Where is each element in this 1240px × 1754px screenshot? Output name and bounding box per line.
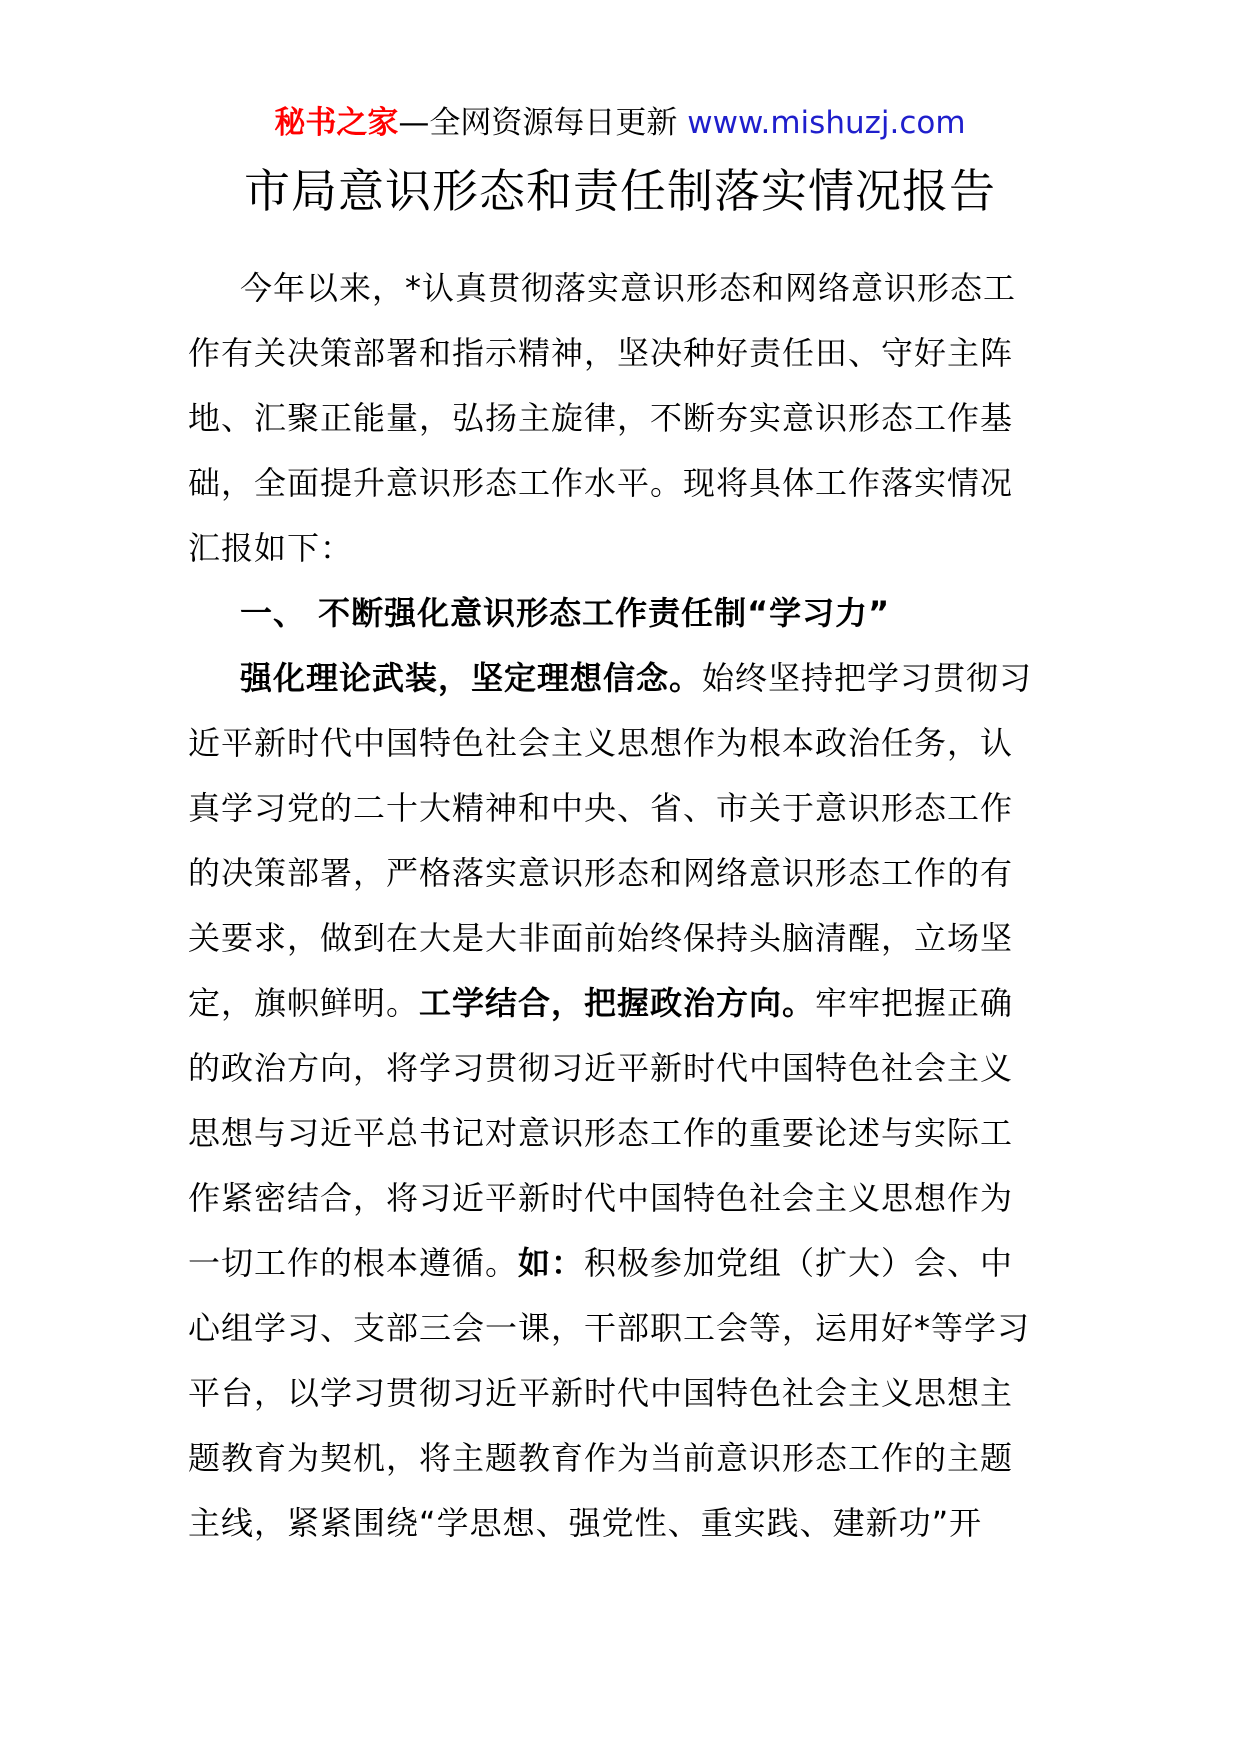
section-heading-1: 一、 不断强化意识形态工作责任制“学习力” bbox=[240, 594, 891, 632]
paragraph-line: 近平新时代中国特色社会主义思想作为根本政治任务，认 bbox=[188, 724, 1014, 762]
paragraph-line bbox=[188, 646, 1056, 711]
document-body bbox=[188, 256, 1056, 1556]
paragraph-line bbox=[188, 971, 1056, 1036]
paragraph-line: 真学习党的二十大精神和中央、省、市关于意识形态工作 bbox=[188, 789, 1014, 827]
paragraph-line: 关要求，做到在大是大非面前始终保持头脑清醒，立场坚 bbox=[188, 919, 1014, 957]
paragraph-line bbox=[188, 1231, 1056, 1296]
paragraph-line: 地、汇聚正能量，弘扬主旋律，不断夯实意识形态工作基 bbox=[188, 399, 1014, 437]
brand-name: 秘书之家 bbox=[274, 105, 399, 141]
site-url-link[interactable]: www.mishuzj.com bbox=[687, 105, 966, 141]
header-slogan: —全网资源每日更新 bbox=[398, 105, 688, 141]
paragraph-line: 础，全面提升意识形态工作水平。现将具体工作落实情况 bbox=[188, 464, 1014, 502]
paragraph-line: 题教育为契机，将主题教育作为当前意识形态工作的主题 bbox=[188, 1439, 1014, 1477]
paragraph-line: 的政治方向，将学习贯彻习近平新时代中国特色社会主义 bbox=[188, 1049, 1014, 1087]
inline-bold-heading: 工学结合，把握政治方向。 bbox=[419, 984, 816, 1022]
paragraph-text: 定，旗帜鲜明。 bbox=[188, 984, 420, 1022]
paragraph-line: 作紧密结合，将习近平新时代中国特色社会主义思想作为 bbox=[188, 1179, 1014, 1217]
paragraph-text: 牢牢把握正确 bbox=[815, 984, 1014, 1022]
paragraph-line: 作有关决策部署和指示精神，坚决种好责任田、守好主阵 bbox=[188, 334, 1014, 372]
document-title: 市局意识形态和责任制落实情况报告 bbox=[244, 164, 996, 218]
paragraph-line: 的决策部署，严格落实意识形态和网络意识形态工作的有 bbox=[188, 854, 1014, 892]
paragraph-line: 汇报如下： bbox=[188, 529, 354, 567]
site-header bbox=[0, 103, 1240, 143]
paragraph-text: 一切工作的根本遵循。 bbox=[188, 1244, 519, 1282]
inline-bold-label: 如： bbox=[518, 1244, 585, 1282]
paragraph-line: 今年以来，*认真贯彻落实意识形态和网络意识形态工 bbox=[240, 269, 1017, 307]
paragraph-text: 积极参加党组（扩大）会、中 bbox=[584, 1244, 1014, 1282]
paragraph-line: 心组学习、支部三会一课，干部职工会等，运用好*等学习 bbox=[188, 1309, 1031, 1347]
inline-bold-heading: 强化理论武装，坚定理想信念。 bbox=[240, 659, 703, 697]
paragraph-line: 思想与习近平总书记对意识形态工作的重要论述与实际工 bbox=[188, 1114, 1014, 1152]
paragraph-line: 平台，以学习贯彻习近平新时代中国特色社会主义思想主 bbox=[188, 1374, 1014, 1412]
paragraph-line: 主线，紧紧围绕“学思想、强党性、重实践、建新功”开 bbox=[188, 1504, 983, 1542]
paragraph-text: 始终坚持把学习贯彻习 bbox=[702, 659, 1033, 697]
